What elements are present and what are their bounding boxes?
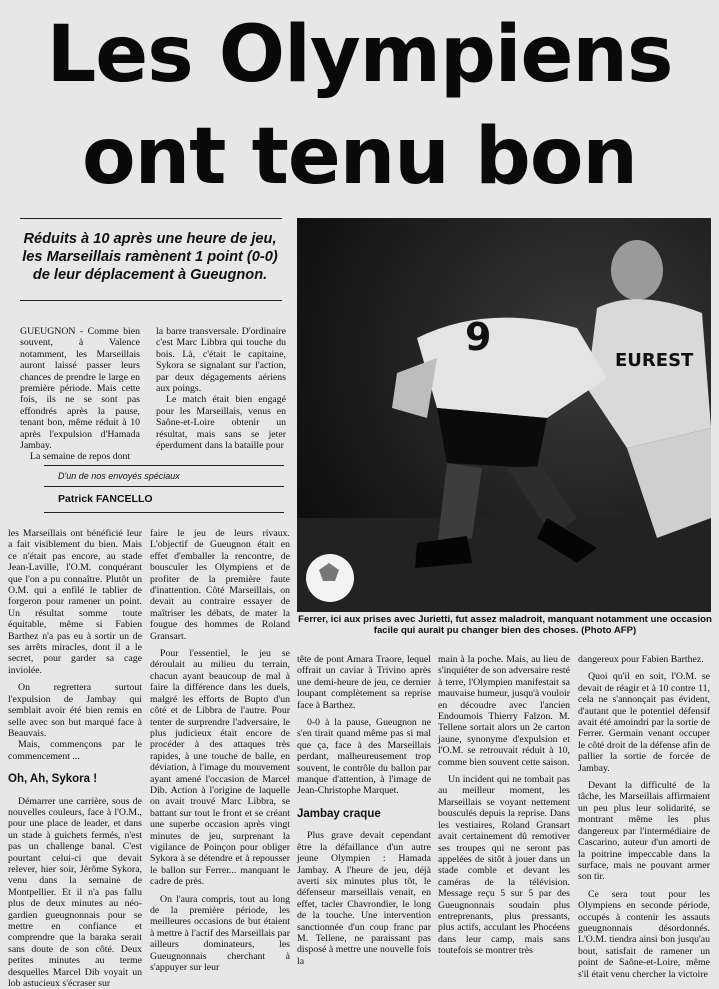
lead-paragraph: Réduits à 10 après une heure de jeu, les Marseillais ramènent 1 point (0-0) de leur déplacement à Gueugnon. <box>22 231 278 283</box>
paragraph: dangereux pour Fabien Barthez. <box>578 654 704 665</box>
paragraph: Plus grave devait cependant être la défaillance d'un autre jeune Olympien : Hamada Jambay. A l'heure de jeu, déjà averti six minutes plus tôt, le défenseur marseillais venait, en effet, tacler Chavrondier, le long de la touche. Une intervention sanctionnée d'un coup franc par M. Tellene, ne paraissant pas disposé à mettre une nouvelle fois la <box>297 830 431 967</box>
lead-bottom-rule <box>20 300 282 301</box>
paragraph: Devant la difficulté de la tâche, les Marseillais affirmaient un peu plus leur solidarité, se montrant même les plus dangereux par l'intermédiaire de Cascarino, auteur d'un amorti de la poitrine impeccable dans la surface, mais ne pouvant armer son tir. <box>578 780 710 883</box>
lead-top-rule <box>20 218 282 219</box>
column-1-top <box>20 326 140 463</box>
paragraph: les Marseillais ont bénéficié leur a fait visiblement du bien. Mais ce n'était pas encore, au stade Jean-Laville, l'O.M. conquérant que l'on a pu connaître. Plutôt un O.M. qui a enfilé le tablier de forgeron pour ramener un point. Un résultat somme toute équitable, même si Fabien Barthez n'a pas eu à sortir un de ses arrêts miracles, dont il a le secret, pour garder sa cage inviolée. <box>8 528 142 676</box>
headline-line-1: Les Olympiens <box>46 10 673 100</box>
paragraph: la barre transversale. D'ordinaire c'est Marc Libbra qui touche du bois. Là, c'était le capitaine, Sykora se signalant sur l'action, par deux dégagements aériens aux poings. <box>156 326 286 395</box>
column-1-bottom <box>8 528 142 989</box>
section-heading-sykora: Oh, Ah, Sykora ! <box>8 773 98 786</box>
byline-bottom-rule <box>44 512 284 513</box>
paragraph: main à la poche. Mais, au lieu de s'inquiéter de son adversaire resté à terre, l'Olympien manifestait sa mauvaise humeur, jusqu'à vouloir en découdre avec l'ancien Endoumois Thierry Falzon. M. Tellene sortait alors un 2e carton jaune, synonyme d'expulsion et l'O.M. se retrouvait réduit à 10, comme bien souvent cette saison. <box>438 654 570 768</box>
paragraph: 0-0 à la pause, Gueugnon ne s'en tirait quand même pas si mal que ça, face à des Marseillais perdant, malheureusement trop souvent, le contrôle du ballon par manque d'attention, à l'image de Jean-Christophe Marquet. <box>297 717 431 797</box>
column-2-bottom <box>150 528 290 973</box>
paragraph: Ce sera tout pour les Olympiens en seconde période, occupés à contenir les assauts gueugnonnais désordonnés. L'O.M. tiendra ainsi bon jusqu'au bout, satisfait de ramener un point de Saône-et-Loire, même s'il était venu chercher la victoire <box>578 888 710 980</box>
match-photo <box>297 218 711 612</box>
paragraph: Démarrer une carrière, sous de nouvelles couleurs, face à l'O.M., pour une place de leader, et dans un stade à guichets fermés, n'est pas un challenge banal. C'est pourtant celui-ci que devait relever, hier soir, Jérôme Sykora, venu dans la semaine de Montpellier. Et il n'a pas fallu plus de deux minutes au néo-gardien gueugnonnais pour se mettre en confiance et comprendre que la baraka serait sans doute de son côté. Deux petites minutes au terme desquelles Marcel Dib voyait un lob astucieux s'écraser sur <box>8 795 142 989</box>
paragraph: GUEUGNON - Comme bien souvent, à Valence notamment, les Marseillais auront laissé passer leurs chances de prendre le large en première période. Mais cette fois, ils ne se sont pas effondrés après la pause, tenant bon, même réduit à 10 après l'expulsion d'Hamada Jambay. <box>20 326 140 452</box>
paragraph: Le match était bien engagé pour les Marseillais, venus en Saône-et-Loire obtenir un résultat, mais sans se jeter éperdument dans la bataille pour <box>156 394 286 452</box>
photo-caption: Ferrer, ici aux prises avec Jurietti, fut assez maladroit, manquant notamment une occasion facile qui aurait pu changer bien des choses. (Photo AFP) <box>298 614 712 637</box>
paragraph: Un incident qui ne tombait pas au meilleur moment, les Marseillais se voyant nettement bousculés depuis la reprise. Dans les vestiaires, Roland Gransart avait certainement dû remotiver ses troupes qui ne seront pas appelées de sitôt à jouer dans un stade comble et devant les caméras de la télévision. Message reçu 5 sur 5 par des Gueugnonnais soudain plus entreprenants, plus pressants, plus actifs, acculant les Phocéens dans leur camp, mais sans toutefois se montrer très <box>438 774 570 957</box>
byline-author: Patrick FANCELLO <box>58 493 153 505</box>
paragraph: Mais, commençons par le commencement ... <box>8 739 142 762</box>
byline <box>44 465 284 513</box>
headline-line-2: ont tenu bon <box>82 112 637 202</box>
shirt-sponsor: EUREST <box>615 350 694 371</box>
paragraph: tête de pont Amara Traore, lequel offrait un caviar à Trivino après une demi-heure de jeu, ce dernier loupant complètement sa reprise face à Barthez. <box>297 654 431 711</box>
byline-top-rule <box>44 465 284 466</box>
shirt-number: 9 <box>465 315 492 359</box>
byline-intro: D'un de nos envoyés spéciaux <box>58 471 180 481</box>
match-photo-drawing <box>297 218 711 612</box>
column-3 <box>297 654 431 967</box>
paragraph: On l'aura compris, tout au long de la première période, les meilleures occasions de but étaient à mettre à l'actif des Marseillais par ailleurs dominateurs, les Gueugnonnais cherchant à s'appuyer sur leur <box>150 893 290 974</box>
column-5 <box>578 654 710 980</box>
paragraph: Pour l'essentiel, le jeu se déroulait au milieu du terrain, chacun ayant beaucoup de mal à faire la différence dans les duels, malgré les efforts de Bupto d'un côté et de Libbra de l'autre. Pour tenter de surprendre l'adversaire, le plus judicieux était encore de procéder à des attaques très rapides, à une touche de balle, en déviation, à l'image du mouvement ayant amené l'occasion de Marcel Dib. Action à l'origine de laquelle on avait trouvé Marc Libbra, se battant sur tout le front et se créant une superbe occasion après vingt minutes de jeu, surprenant la vigilance de Poinçon pour obliger Sykora à se détendre et à repousser le ballon sur Ferrer... manquant le cadre de près. <box>150 648 290 888</box>
paragraph: On regrettera surtout l'expulsion de Jambay qui semblait avoir été bien remis en selle avec son but marqué face à Beauvais. <box>8 682 142 739</box>
paragraph: faire le jeu de leurs rivaux. L'objectif de Gueugnon était en effet d'emballer la rencontre, de bousculer les Olympiens et de profiter de la première faute d'inattention. Côté Marseillais, on devait au contraire essayer de maîtriser les débats, de mater la fougue des hommes de Roland Gransart. <box>150 528 290 642</box>
paragraph: La semaine de repos dont <box>30 451 131 463</box>
paragraph: Quoi qu'il en soit, l'O.M. se devait de réagir et à 10 contre 11, cela ne s'annonçait pas évident, d'autant que le potentiel défensif avait été amoindri par la sortie de Ferrer. Germain venant occuper le côté droit de la défense afin de pallier la sortie de forcée de Jambay. <box>578 671 710 774</box>
byline-middle-rule <box>44 486 284 487</box>
column-2-top <box>156 326 286 451</box>
column-4 <box>438 654 570 957</box>
section-heading-jambay: Jambay craque <box>297 807 381 820</box>
